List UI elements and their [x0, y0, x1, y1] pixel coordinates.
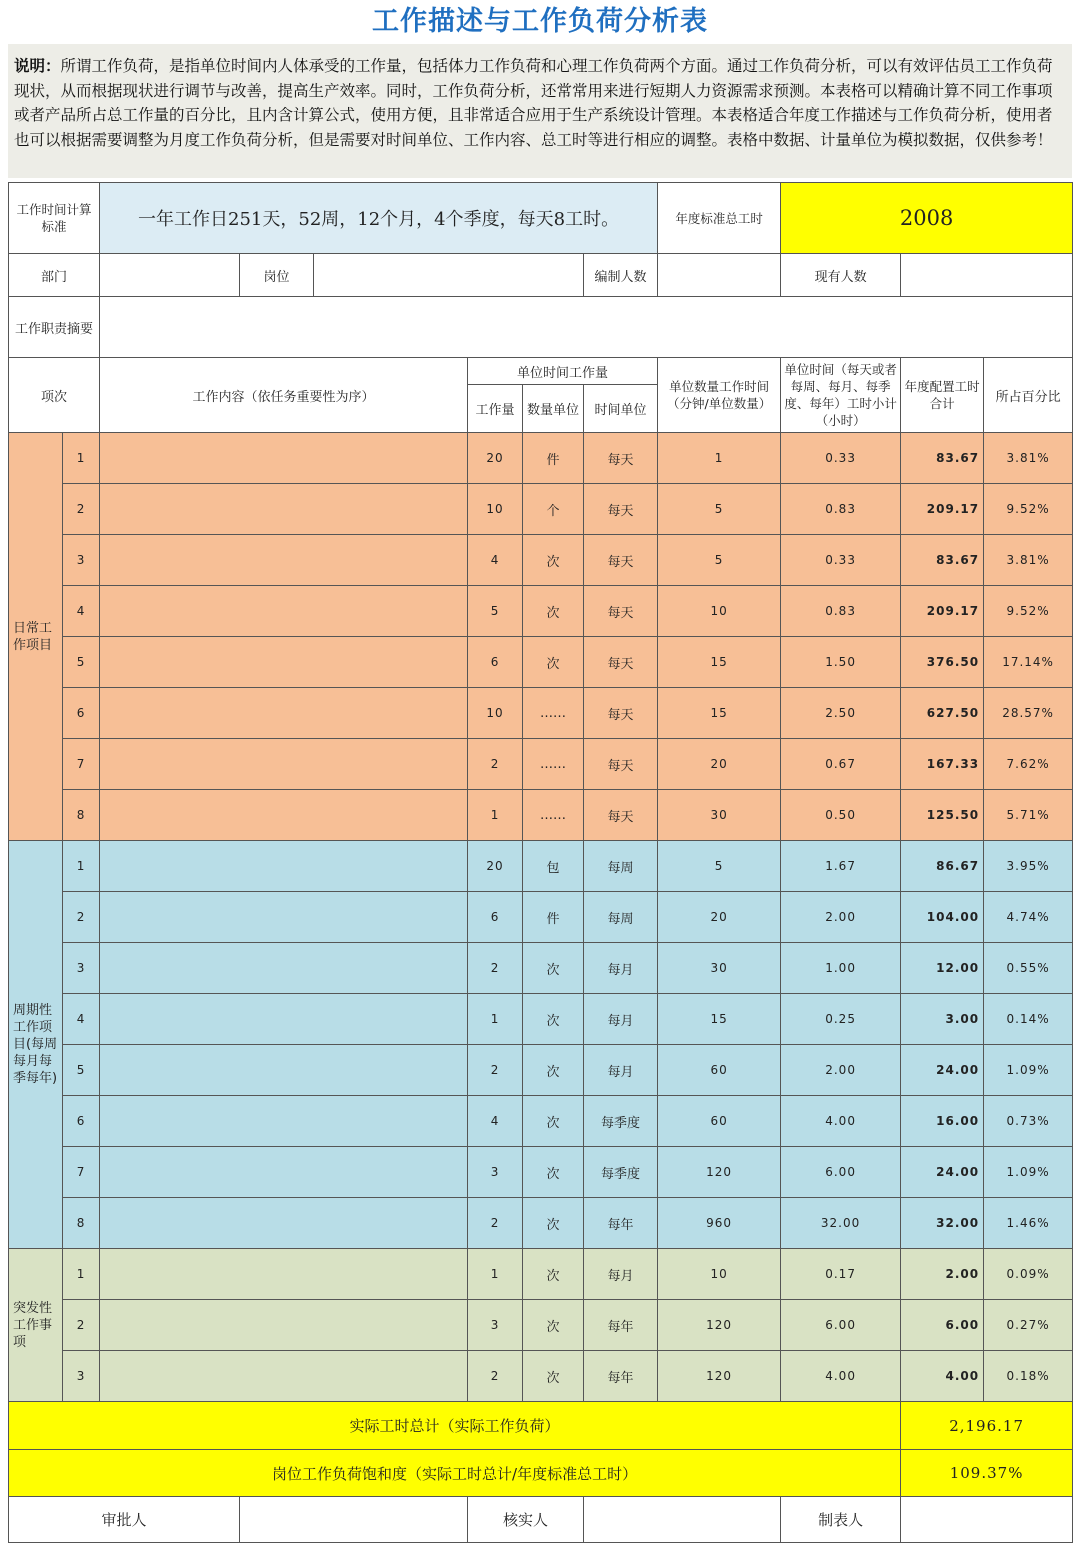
- time-unit-cell[interactable]: 每月: [584, 943, 658, 994]
- annual-hours-cell: 376.50: [901, 637, 984, 688]
- annual-hours-cell: 16.00: [901, 1096, 984, 1147]
- qty-unit-cell[interactable]: ……: [523, 739, 584, 790]
- workload-cell[interactable]: 4: [468, 1096, 523, 1147]
- subtotal-cell: 1.50: [781, 637, 901, 688]
- time-unit-cell[interactable]: 每月: [584, 1249, 658, 1300]
- col-item: 项次: [9, 358, 100, 433]
- time-unit-cell[interactable]: 每季度: [584, 1096, 658, 1147]
- workload-cell[interactable]: 20: [468, 841, 523, 892]
- qty-unit-cell[interactable]: 件: [523, 892, 584, 943]
- percent-cell: 0.73%: [984, 1096, 1073, 1147]
- workload-cell[interactable]: 10: [468, 688, 523, 739]
- percent-cell: 17.14%: [984, 637, 1073, 688]
- qty-unit-cell[interactable]: ……: [523, 790, 584, 841]
- unit-time-cell[interactable]: 20: [658, 739, 781, 790]
- annual-hours-cell: 209.17: [901, 586, 984, 637]
- row-number: 7: [63, 739, 100, 790]
- annual-hours-cell: 32.00: [901, 1198, 984, 1249]
- subtotal-cell: 0.83: [781, 586, 901, 637]
- row-number: 3: [63, 1351, 100, 1402]
- annual-hours-cell: 24.00: [901, 1147, 984, 1198]
- row-number: 2: [63, 892, 100, 943]
- work-content-cell[interactable]: [100, 535, 468, 586]
- workload-cell[interactable]: 6: [468, 892, 523, 943]
- row-number: 6: [63, 688, 100, 739]
- subtotal-cell: 4.00: [781, 1351, 901, 1402]
- workload-cell[interactable]: 3: [468, 1300, 523, 1351]
- work-content-cell[interactable]: [100, 994, 468, 1045]
- subtotal-cell: 2.50: [781, 688, 901, 739]
- category-label: 突发性工作事项: [9, 1249, 63, 1402]
- subtotal-cell: 0.33: [781, 433, 901, 484]
- table-row: [9, 1096, 1073, 1147]
- time-unit-cell[interactable]: 每季度: [584, 1147, 658, 1198]
- percent-cell: 9.52%: [984, 586, 1073, 637]
- work-content-cell[interactable]: [100, 790, 468, 841]
- subtotal-cell: 0.83: [781, 484, 901, 535]
- dept-field[interactable]: [100, 254, 240, 297]
- qty-unit-cell[interactable]: 件: [523, 433, 584, 484]
- description-box: [8, 44, 1072, 178]
- workload-cell[interactable]: 3: [468, 1147, 523, 1198]
- workload-cell[interactable]: 5: [468, 586, 523, 637]
- qty-unit-cell[interactable]: 次: [523, 586, 584, 637]
- description-text: 所谓工作负荷，是指单位时间内人体承受的工作量，包括体力工作负荷和心理工作负荷两个方面。通过工作负荷分析，可以有效评估员工工作负荷现状，从而根据现状进行调节与改善，提高生产效率。同时，工作负荷分析，还常常用来进行短期人力资源需求预测。本表格可以精确计算不同工作事项或者产品所占总工作量的百分比，且内含计算公式，使用方便，且非常适合应用于生产系统设计管理。本表格适合年度工作描述与工作负荷分析，使用者也可以根据需要调整为月度工作负荷分析，但是需要对时间单位、工作内容、总工时等进行相应的调整。表格中数据、计量单位为模拟数据，仅供参考！: [14, 57, 1053, 149]
- subtotal-cell: 0.25: [781, 994, 901, 1045]
- percent-cell: 4.74%: [984, 892, 1073, 943]
- work-content-cell[interactable]: [100, 1096, 468, 1147]
- qty-unit-cell[interactable]: ……: [523, 688, 584, 739]
- quota-label: 编制人数: [584, 254, 658, 297]
- table-row: [9, 484, 1073, 535]
- col-content: 工作内容（依任务重要性为序）: [100, 358, 468, 433]
- table-row: [9, 1147, 1073, 1198]
- time-unit-cell[interactable]: 每年: [584, 1198, 658, 1249]
- table-row: [9, 790, 1073, 841]
- workload-cell[interactable]: 4: [468, 535, 523, 586]
- time-unit-cell[interactable]: 每天: [584, 637, 658, 688]
- saturation-row: [9, 1450, 1073, 1497]
- verifier-field[interactable]: [584, 1497, 781, 1543]
- actual-total-value: 2,196.17: [901, 1402, 1073, 1450]
- table-row: [9, 892, 1073, 943]
- approver-field[interactable]: [240, 1497, 468, 1543]
- table-row: [9, 1300, 1073, 1351]
- table-row: [9, 739, 1073, 790]
- page-title: 工作描述与工作负荷分析表: [372, 6, 708, 37]
- current-label: 现有人数: [781, 254, 901, 297]
- current-field[interactable]: [901, 254, 1073, 297]
- time-unit-cell[interactable]: 每周: [584, 841, 658, 892]
- annual-hours-cell: 12.00: [901, 943, 984, 994]
- work-content-cell[interactable]: [100, 688, 468, 739]
- subtotal-cell: 6.00: [781, 1300, 901, 1351]
- work-content-cell[interactable]: [100, 1147, 468, 1198]
- work-content-cell[interactable]: [100, 841, 468, 892]
- annual-hours-cell: 125.50: [901, 790, 984, 841]
- approver-label: 审批人: [9, 1497, 240, 1543]
- subtotal-cell: 0.17: [781, 1249, 901, 1300]
- qty-unit-cell[interactable]: 次: [523, 1300, 584, 1351]
- col-workload: 工作量: [468, 385, 523, 433]
- percent-cell: 5.71%: [984, 790, 1073, 841]
- unit-time-cell[interactable]: 120: [658, 1351, 781, 1402]
- unit-time-cell[interactable]: 960: [658, 1198, 781, 1249]
- total-row: [9, 1402, 1073, 1450]
- table-row: [9, 943, 1073, 994]
- description-prefix: 说明：: [14, 57, 61, 75]
- calc-standard-value[interactable]: 一年工作日251天，52周，12个月，4个季度，每天8工时。: [100, 183, 658, 254]
- work-content-cell[interactable]: [100, 739, 468, 790]
- table-row: [9, 586, 1073, 637]
- category-label: 周期性工作项目(每周每月每季每年): [9, 841, 63, 1249]
- percent-cell: 3.81%: [984, 535, 1073, 586]
- subtotal-cell: 4.00: [781, 1096, 901, 1147]
- qty-unit-cell[interactable]: 次: [523, 994, 584, 1045]
- work-content-cell[interactable]: [100, 484, 468, 535]
- qty-unit-cell[interactable]: 个: [523, 484, 584, 535]
- dept-label: 部门: [9, 254, 100, 297]
- post-label: 岗位: [240, 254, 314, 297]
- workload-cell[interactable]: 1: [468, 1249, 523, 1300]
- time-unit-cell[interactable]: 每月: [584, 1045, 658, 1096]
- preparer-field[interactable]: [901, 1497, 1073, 1543]
- time-unit-cell[interactable]: 每月: [584, 994, 658, 1045]
- annual-hours-cell: 167.33: [901, 739, 984, 790]
- annual-hours-cell: 83.67: [901, 535, 984, 586]
- time-unit-cell[interactable]: 每年: [584, 1300, 658, 1351]
- row-number: 8: [63, 790, 100, 841]
- calc-standard-label: 工作时间计算标准: [9, 183, 100, 254]
- qty-unit-cell[interactable]: 次: [523, 943, 584, 994]
- work-content-cell[interactable]: [100, 1249, 468, 1300]
- qty-unit-cell[interactable]: 包: [523, 841, 584, 892]
- workload-cell[interactable]: 1: [468, 994, 523, 1045]
- signature-row: [9, 1497, 1073, 1543]
- col-percent: 所占百分比: [984, 358, 1073, 433]
- row-number: 5: [63, 637, 100, 688]
- col-annual: 年度配置工时合计: [901, 358, 984, 433]
- time-unit-cell[interactable]: 每年: [584, 1351, 658, 1402]
- workload-cell[interactable]: 2: [468, 1351, 523, 1402]
- row-number: 1: [63, 841, 100, 892]
- col-time-unit: 时间单位: [584, 385, 658, 433]
- time-unit-cell[interactable]: 每周: [584, 892, 658, 943]
- row-number: 5: [63, 1045, 100, 1096]
- unit-time-cell[interactable]: 120: [658, 1300, 781, 1351]
- percent-cell: 28.57%: [984, 688, 1073, 739]
- annual-hours-cell: 24.00: [901, 1045, 984, 1096]
- table-row: [9, 433, 1073, 484]
- subtotal-cell: 32.00: [781, 1198, 901, 1249]
- saturation-label: 岗位工作负荷饱和度（实际工时总计/年度标准总工时）: [9, 1450, 901, 1497]
- table-row: [9, 1351, 1073, 1402]
- workload-cell[interactable]: 6: [468, 637, 523, 688]
- unit-time-cell[interactable]: 5: [658, 841, 781, 892]
- qty-unit-cell[interactable]: 次: [523, 1096, 584, 1147]
- work-content-cell[interactable]: [100, 637, 468, 688]
- percent-cell: 3.81%: [984, 433, 1073, 484]
- unit-time-cell[interactable]: 5: [658, 484, 781, 535]
- time-unit-cell[interactable]: 每天: [584, 484, 658, 535]
- workload-cell[interactable]: 2: [468, 1045, 523, 1096]
- row-number: 4: [63, 586, 100, 637]
- percent-cell: 7.62%: [984, 739, 1073, 790]
- table-row: [9, 535, 1073, 586]
- unit-time-cell[interactable]: 15: [658, 637, 781, 688]
- workload-table: [8, 182, 1073, 1543]
- qty-unit-cell[interactable]: 次: [523, 637, 584, 688]
- qty-unit-cell[interactable]: 次: [523, 535, 584, 586]
- workload-cell[interactable]: 2: [468, 943, 523, 994]
- post-field[interactable]: [314, 254, 584, 297]
- unit-time-cell[interactable]: 60: [658, 1045, 781, 1096]
- annual-hours-cell: 104.00: [901, 892, 984, 943]
- work-content-cell[interactable]: [100, 586, 468, 637]
- percent-cell: 0.14%: [984, 994, 1073, 1045]
- work-content-cell[interactable]: [100, 1351, 468, 1402]
- unit-time-cell[interactable]: 15: [658, 994, 781, 1045]
- actual-total-label: 实际工时总计（实际工作负荷）: [9, 1402, 901, 1450]
- time-unit-cell[interactable]: 每天: [584, 433, 658, 484]
- duty-summary-field[interactable]: [100, 297, 1073, 358]
- row-number: 2: [63, 484, 100, 535]
- work-content-cell[interactable]: [100, 1045, 468, 1096]
- unit-time-cell[interactable]: 30: [658, 790, 781, 841]
- work-content-cell[interactable]: [100, 892, 468, 943]
- subtotal-cell: 2.00: [781, 892, 901, 943]
- table-row: [9, 841, 1073, 892]
- subtotal-cell: 0.67: [781, 739, 901, 790]
- row-number: 6: [63, 1096, 100, 1147]
- table-row: [9, 637, 1073, 688]
- table-row: [9, 1198, 1073, 1249]
- unit-time-cell[interactable]: 20: [658, 892, 781, 943]
- work-content-cell[interactable]: [100, 433, 468, 484]
- time-unit-cell[interactable]: 每天: [584, 739, 658, 790]
- subtotal-cell: 6.00: [781, 1147, 901, 1198]
- duty-summary-label: 工作职责摘要: [9, 297, 100, 358]
- time-unit-cell[interactable]: 每天: [584, 586, 658, 637]
- annual-hours-cell: 627.50: [901, 688, 984, 739]
- quota-field[interactable]: [658, 254, 781, 297]
- table-row: [9, 688, 1073, 739]
- unit-time-cell[interactable]: 10: [658, 1249, 781, 1300]
- percent-cell: 0.18%: [984, 1351, 1073, 1402]
- row-number: 7: [63, 1147, 100, 1198]
- saturation-value: 109.37%: [901, 1450, 1073, 1497]
- annual-standard-label: 年度标准总工时: [658, 183, 781, 254]
- workload-cell[interactable]: 20: [468, 433, 523, 484]
- row-number: 3: [63, 943, 100, 994]
- row-number: 8: [63, 1198, 100, 1249]
- table-row: [9, 1249, 1073, 1300]
- percent-cell: 1.09%: [984, 1147, 1073, 1198]
- annual-hours-cell: 83.67: [901, 433, 984, 484]
- col-subtotal: 单位时间（每天或者每周、每月、每季度、每年）工时小计（小时）: [781, 358, 901, 433]
- percent-cell: 0.55%: [984, 943, 1073, 994]
- subtotal-cell: 0.33: [781, 535, 901, 586]
- subtotal-cell: 2.00: [781, 1045, 901, 1096]
- unit-time-cell[interactable]: 5: [658, 535, 781, 586]
- row-number: 1: [63, 433, 100, 484]
- annual-hours-cell: 86.67: [901, 841, 984, 892]
- category-label: 日常工作项目: [9, 433, 63, 841]
- row-number: 1: [63, 1249, 100, 1300]
- time-unit-cell[interactable]: 每天: [584, 688, 658, 739]
- row-number: 3: [63, 535, 100, 586]
- work-content-cell[interactable]: [100, 1198, 468, 1249]
- percent-cell: 1.09%: [984, 1045, 1073, 1096]
- subtotal-cell: 1.67: [781, 841, 901, 892]
- qty-unit-cell[interactable]: 次: [523, 1045, 584, 1096]
- percent-cell: 9.52%: [984, 484, 1073, 535]
- annual-hours-cell: 209.17: [901, 484, 984, 535]
- qty-unit-cell[interactable]: 次: [523, 1147, 584, 1198]
- workload-cell[interactable]: 2: [468, 739, 523, 790]
- percent-cell: 3.95%: [984, 841, 1073, 892]
- table-row: [9, 994, 1073, 1045]
- annual-hours-cell: 2.00: [901, 1249, 984, 1300]
- row-number: 4: [63, 994, 100, 1045]
- time-unit-cell[interactable]: 每天: [584, 790, 658, 841]
- qty-unit-cell[interactable]: 次: [523, 1351, 584, 1402]
- col-qty-unit: 数量单位: [523, 385, 584, 433]
- subtotal-cell: 1.00: [781, 943, 901, 994]
- verifier-label: 核实人: [468, 1497, 584, 1543]
- unit-time-cell[interactable]: 60: [658, 1096, 781, 1147]
- percent-cell: 0.27%: [984, 1300, 1073, 1351]
- unit-time-cell[interactable]: 10: [658, 586, 781, 637]
- unit-time-cell[interactable]: 1: [658, 433, 781, 484]
- row-number: 2: [63, 1300, 100, 1351]
- annual-hours-cell: 6.00: [901, 1300, 984, 1351]
- percent-cell: 0.09%: [984, 1249, 1073, 1300]
- qty-unit-cell[interactable]: 次: [523, 1249, 584, 1300]
- work-content-cell[interactable]: [100, 1300, 468, 1351]
- percent-cell: 1.46%: [984, 1198, 1073, 1249]
- col-unit-group: 单位时间工作量: [468, 358, 658, 385]
- annual-hours-cell: 3.00: [901, 994, 984, 1045]
- workload-cell[interactable]: 1: [468, 790, 523, 841]
- annual-hours-cell: 4.00: [901, 1351, 984, 1402]
- work-content-cell[interactable]: [100, 943, 468, 994]
- qty-unit-cell[interactable]: 次: [523, 1198, 584, 1249]
- subtotal-cell: 0.50: [781, 790, 901, 841]
- time-unit-cell[interactable]: 每天: [584, 535, 658, 586]
- unit-time-cell[interactable]: 15: [658, 688, 781, 739]
- unit-time-cell[interactable]: 30: [658, 943, 781, 994]
- preparer-label: 制表人: [781, 1497, 901, 1543]
- table-row: [9, 1045, 1073, 1096]
- unit-time-cell[interactable]: 120: [658, 1147, 781, 1198]
- col-unit-time: 单位数量工作时间（分钟/单位数量）: [658, 358, 781, 433]
- workload-cell[interactable]: 2: [468, 1198, 523, 1249]
- annual-standard-value[interactable]: 2008: [781, 183, 1073, 254]
- workload-cell[interactable]: 10: [468, 484, 523, 535]
